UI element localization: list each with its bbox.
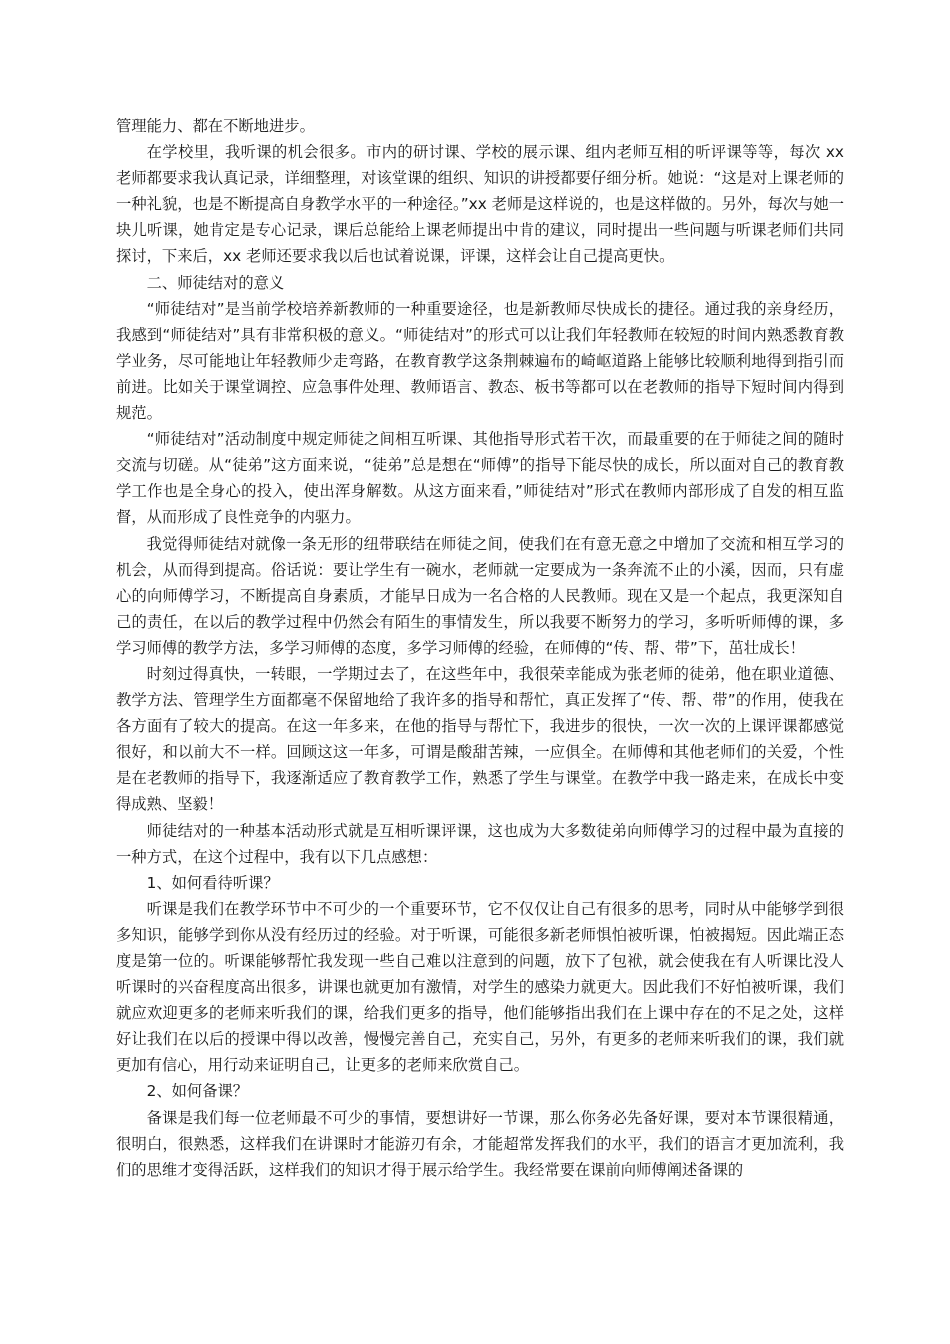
paragraph-mentorship-importance: “师徒结对”是当前学校培养新教师的一种重要途径，也是新教师尽快成长的捷径。通过我的亲身经历，我感到“师徒结对”具有非常积极的意义。“师徒结对”的形式可以让我们年轻教师在较短的时间内熟悉教育教学业务，尽可能地让年轻教师少走弯路，在教育教学这条荆棘遍布的崎岖道路上能够比较顺利地得到指引而前进。比如关于课堂调控、应急事件处理、教师语言、教态、板书等都可以在老教师的指导下短时间内得到规范。 xyxy=(116,299,844,423)
paragraph-listening-opportunities: 在学校里，我听课的机会很多。市内的研讨课、学校的展示课、组内老师互相的听评课等等，每次 xx 老师都要求我认真记录，详细整理，对该堂课的组织、知识的讲授都要仔细分析。她说：“这是对上课老师的一种礼貌，也是不断提高自身教学水平的一种途径。”xx 老师是这样说的，也是这样做的。另外，每次与她一块儿听课，她肯定是专心记录，课后总能给上课老师提出中肯的建议，同时提出一些问题与听课老师们共同探讨，下来后，xx 老师还要求我以后也试着说课，评课，这样会让自己提高更快。 xyxy=(116,143,844,266)
subheading-how-to-view-observation: 1、如何看待听课？ xyxy=(146,873,279,892)
paragraph-invisible-bond: 我觉得师徒结对就像一条无形的纽带联结在师徒之间，使我们在有意无意之中增加了交流和相互学习的机会，从而得到提高。俗话说：要让学生有一碗水，老师就一定要成为一条奔流不止的小溪，因而，只有虚心的向师傅学习，不断提高自身素质，才能早日成为一名合格的人民教师。现在又是一个起点，我更深知自己的责任，在以后的教学过程中仍然会有陌生的事情发生，所以我要不断努力的学习，多听听师傅的课，多学习师傅的教学方法，多学习师傅的态度，多学习师傅的经验，在师傅的“传、帮、带”下，茁壮成长！ xyxy=(116,534,844,657)
paragraph-observation-thoughts: 听课是我们在教学环节中不可少的一个重要环节，它不仅仅让自己有很多的思考，同时从中能够学到很多知识，能够学到你从没有经历过的经验。对于听课，可能很多新老师惧怕被听课，怕被揭短。因此端正态度是第一位的。听课能够帮忙我发现一些自己难以注意到的问题，放下了包袱，就会使我在有人听课比没人听课时的兴奋程度高出很多，讲课也就更加有激情，对学生的感染力就更大。因此我们不好怕被听课，我们就应欢迎更多的老师来听我们的课，给我们更多的指导，他们能够指出我们在上课中存在的不足之处，这样好让我们在以后的授课中得以改善，慢慢完善自己，充实自己，另外，有更多的老师来听我们的课，我们就更加有信心，用行动来证明自己，让更多的老师来欣赏自己。 xyxy=(116,899,844,1075)
paragraph-observation-form: 师徒结对的一种基本活动形式就是互相听课评课，这也成为大多数徒弟向师傅学习的过程中最为直接的一种方式，在这个过程中，我有以下几点感想： xyxy=(116,821,844,866)
section-heading-significance: 二、师徒结对的意义 xyxy=(146,273,285,292)
paragraph-lesson-preparation: 备课是我们每一位老师最不可少的事情，要想讲好一节课，那么你务必先备好课，要对本节课很精通，很明白，很熟悉，这样我们在讲课时才能游刃有余，才能超常发挥我们的水平，我们的语言才更加流利，我们的思维才变得活跃，这样我们的知识才得于展示给学生。我经常要在课前向师傅阐述备课的 xyxy=(116,1108,844,1179)
paragraph-time-flies: 时刻过得真快，一转眼，一学期过去了，在这些年中，我很荣幸能成为张老师的徒弟，他在职业道德、教学方法、管理学生方面都毫不保留地给了我许多的指导和帮忙，真正发挥了“传、帮、带”的作用，使我在各方面有了较大的提高。在这一年多来，在他的指导与帮忙下，我进步的很快，一次一次的上课评课都感觉很好，和以前大不一样。回顾这这一年多，可谓是酸甜苦辣，一应俱全。在师傅和其他老师们的关爱，个性是在老教师的指导下，我逐渐适应了教育教学工作，熟悉了学生与课堂。在教学中我一路走来，在成长中变得成熟、坚毅！ xyxy=(116,664,844,814)
document-page xyxy=(116,113,844,1183)
subheading-how-to-prepare: 2、如何备课？ xyxy=(146,1082,249,1101)
paragraph-intro-fragment: 管理能力、都在不断地进步。 xyxy=(116,117,315,135)
paragraph-mentorship-system: “师徒结对”活动制度中规定师徒之间相互听课、其他指导形式若干次，而最重要的在于师徒之间的随时交流与切磋。从“徒弟”这方面来说，“徒弟”总是想在“师傅”的指导下能尽快的成长，所以面对自己的教育教学工作也是全身心的投入，使出浑身解数。从这方面来看，”师徒结对”形式在教师内部形成了自发的相互监督，从而形成了良性竞争的内驱力。 xyxy=(116,430,844,527)
